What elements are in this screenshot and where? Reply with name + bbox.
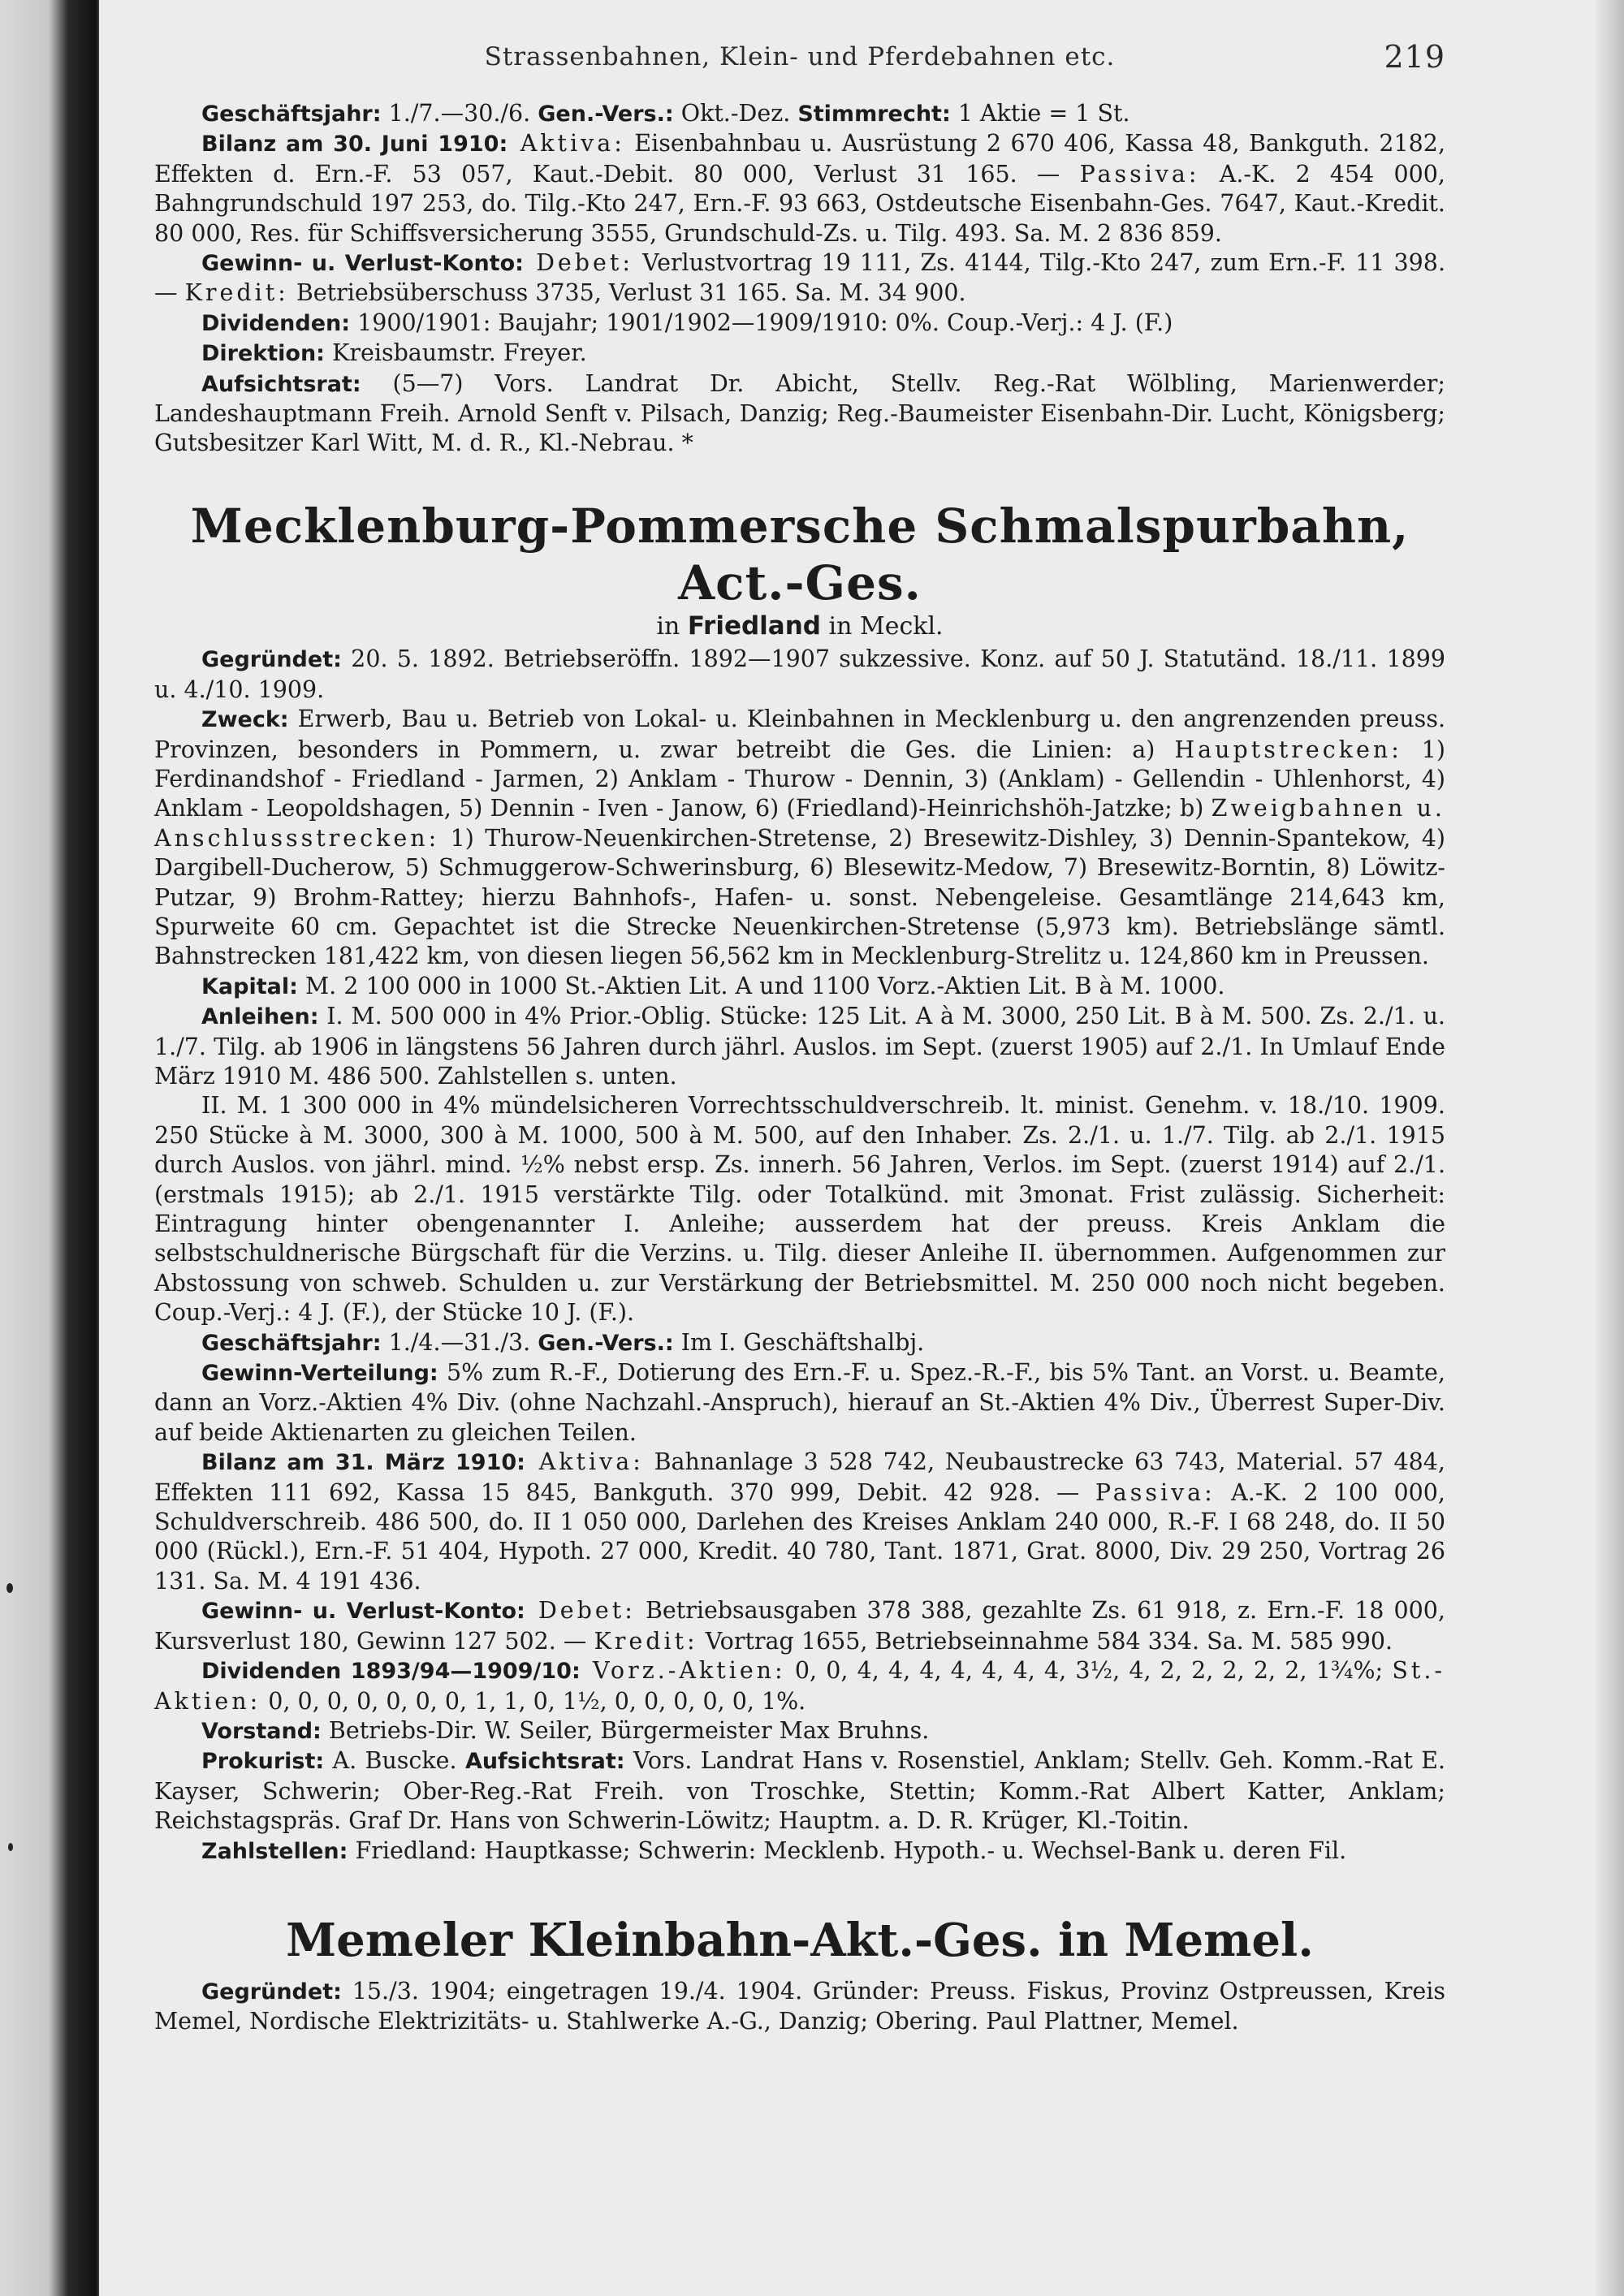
c1-anleihen-2: II. M. 1 300 000 in 4% mündelsicheren Vorrechtsschuldverschreib. lt. minist. Genehm. v. 18./10. 1909. 250 Stücke à M. 3000, 300 à M. 1000, 500 à M. 500, auf den Inhaber. Zs. 2./1. u. 1./7. Tilg. ab 2./1. 1915 durch Auslos. von jährl. mind. ½% nebst ersp. Zs. innerh. 56 Jahren, Verlos. im Sept. (zuerst 1914) auf 2./1. (erstmals 1915); ab 2./1. 1915 verstärkte Tilg. oder Totalkünd. mit 3monat. Frist zulässig. Sicherheit: Eintragung hinter obengenannter I. Anleihe; ausserdem hat der preuss. Kreis Anklam die selbstschuldnerische Bürgschaft für die Verzins. u. Tilg. dieser Anleihe II. übernommen. Aufgenommen zur Abstossung von schweb. Schulden u. zur Verstärkung der Betriebsmittel. M. 250 000 noch nicht begeben. Coup.-Verj.: 4 J. (F.), der Stücke 10 J. (F.). [154,1092,1445,1327]
scan-speck [8,1843,13,1851]
company1-city: Friedland [687,611,821,641]
book-binding-shadow [0,0,99,2296]
page-number: 219 [1384,39,1445,75]
scan-speck [6,1583,13,1593]
c1-prokurist-aufsichtsrat: Prokurist: A. Buscke. Aufsichtsrat: Vors. Landrat Hans v. Rosenstiel, Anklam; Stellv. Geh. Komm.-Rat E. Kayser, Schwerin; Ober-Reg.-Rat Freih. von Troschke, Stettin; Komm.-Rat Albert Katter, Anklam; Reichstagspräs. Graf Dr. Hans von Schwerin-Löwitz; Hauptm. a. D. R. Krüger, Kl.-Toitin. [154,1747,1445,1835]
c1-zahlstellen: Zahlstellen: Friedland: Hauptkasse; Schwerin: Mecklenb. Hypoth.- u. Wechsel-Bank u. deren Fil. [201,1836,1347,1864]
prev-geschaeftsjahr: Geschäftsjahr: 1./7.—30./6. Gen.-Vers.: Okt.-Dez. Stimmrecht: 1 Aktie = 1 St. [201,100,1130,127]
running-head [154,39,1445,99]
c1-dividenden: Dividenden 1893/94—1909/10: Vorz.-Aktien: 0, 0, 4, 4, 4, 4, 4, 4, 4, 3½, 4, 2, 2, 2, 2, 2, 1¾%; St.-Aktien: 0, 0, 0, 0, 0, 0, 0, 1, 1, 0, 1½, 0, 0, 0, 0, 0, 1%. [154,1657,1446,1715]
c1-geschaeftsjahr: Geschäftsjahr: 1./4.—31./3. Gen.-Vers.: Im I. Geschäftshalbj. [201,1328,925,1356]
prev-dividenden: Dividenden: 1900/1901: Baujahr; 1901/1902—1909/1910: 0%. Coup.-Verj.: 4 J. (F.) [201,309,1173,336]
c1-anleihen-1: Anleihen: I. M. 500 000 in 4% Prior.-Oblig. Stücke: 125 Lit. A à M. 3000, 250 Lit. B à M. 500. Zs. 2./1. u. 1./7. Tilg. ab 1906 in längstens 56 Jahren durch jährl. Auslos. im Sept. (zuerst 1905) auf 2./1. In Umlauf Ende März 1910 M. 486 500. Zahlstellen s. unten. [154,1003,1445,1090]
prev-aufsichtsrat: Aufsichtsrat: (5—7) Vors. Landrat Dr. Abicht, Stellv. Reg.-Rat Wölbling, Marienwerder; Landeshauptmann Freih. Arnold Senft v. Pilsach, Danzig; Reg.-Baumeister Eisenbahn-Dir. Lucht, Königsberg; Gutsbesitzer Karl Witt, M. d. R., Kl.-Nebrau. * [154,369,1445,457]
company1-subtitle: in Friedland in Meckl. [656,611,944,641]
page-edge-right [1596,0,1624,2296]
c1-kapital: Kapital: M. 2 100 000 in 1000 St.-Aktien Lit. A und 1100 Vorz.-Aktien Lit. B à M. 1000. [201,972,1225,999]
c1-zweck: Zweck: Erwerb, Bau u. Betrieb von Lokal- u. Kleinbahnen in Mecklenburg u. den angrenzenden preuss. Provinzen, besonders in Pommern, u. zwar betreibt die Ges. die Linien: a) Hauptstrecken: 1) Ferdinandshof - Friedland - Jarmen, 2) Anklam - Thurow - Dennin, 3) (Anklam) - Gellendin - Uhlenhorst, 4) Anklam - Leopoldshagen, 5) Dennin - Iven - Janow, 6) (Friedland)-Heinrichshöh-Jatzke; b) Zweigbahnen u. Anschlussstrecken: 1) Thurow-Neuenkirchen-Stretense, 2) Bresewitz-Dishley, 3) Dennin-Spantekow, 4) Dargibell-Ducherow, 5) Schmuggerow-Schwerinsburg, 6) Blesewitz-Medow, 7) Bresewitz-Borntin, 8) Löwitz-Putzar, 9) Brohm-Rattey; hierzu Bahnhofs-, Hafen- u. sonst. Nebengeleise. Gesamtlänge 214,643 km, Spurweite 60 cm. Gepachtet ist die Strecke Neuenkirchen-Stretense (5,973 km). Betriebslänge sämtl. Bahnstrecken 181,422 km, von diesen liegen 56,562 km in Mecklenburg-Strelitz u. 124,860 km in Preussen. [154,706,1445,970]
c2-gegruendet: Gegründet: 15./3. 1904; eingetragen 19./4. 1904. Gründer: Preuss. Fiskus, Provinz Ostpreussen, Kreis Memel, Nordische Elektrizitäts- u. Stahlwerke A.-G., Danzig; Obering. Paul Plattner, Memel. [154,1977,1445,2035]
company2-title: Memeler Kleinbahn-Akt.-Ges. in Memel. [286,1913,1314,1967]
prev-direktion: Direktion: Kreisbaumstr. Freyer. [201,339,587,367]
c1-gewinn-verteilung: Gewinn-Verteilung: 5% zum R.-F., Dotierung des Ern.-F. u. Spez.-R.-F., bis 5% Tant. an Vorst. u. Beamte, dann an Vorz.-Aktien 4% Div. (ohne Nachzahl.-Anspruch), hierauf an St.-Aktien 4% Div., Überrest Super-Div. auf beide Aktienarten zu gleichen Teilen. [154,1359,1445,1446]
running-title: Strassenbahnen, Klein- und Pferdebahnen etc. [484,42,1116,71]
c1-vorstand: Vorstand: Betriebs-Dir. W. Seiler, Bürgermeister Max Bruhns. [201,1716,930,1744]
prev-bilanz: Bilanz am 30. Juni 1910: Aktiva: Eisenbahnbau u. Ausrüstung 2 670 406, Kassa 48, Bankguth. 2182, Effekten d. Ern.-F. 53 057, Kaut.-Debit. 80 000, Verlust 31 165. — Passiva: A.-K. 2 454 000, Bahngrundschuld 197 253, do. Tilg.-Kto 247, Ern.-F. 93 663, Ostdeutsche Eisenbahn-Ges. 7647, Kaut.-Kredit. 80 000, Res. für Schiffsversicherung 3555, Grundschuld-Zs. u. Tilg. 493. Sa. M. 2 836 859. [154,130,1446,247]
prev-guv: Gewinn- u. Verlust-Konto: Debet: Verlustvortrag 19 111, Zs. 4144, Tilg.-Kto 247, zum Ern.-F. 11 398. — Kredit: Betriebsüberschuss 3735, Verlust 31 165. Sa. M. 34 900. [154,249,1445,307]
page-content [154,39,1446,2037]
c1-guv: Gewinn- u. Verlust-Konto: Debet: Betriebsausgaben 378 388, gezahlte Zs. 61 918, z. Ern.-F. 18 000, Kursverlust 180, Gewinn 127 502. — Kredit: Vortrag 1655, Betriebseinnahme 584 334. Sa. M. 585 990. [154,1597,1445,1655]
c1-gegruendet: Gegründet: 20. 5. 1892. Betriebseröffn. 1892—1907 sukzessive. Konz. auf 50 J. Statutänd. 18./11. 1899 u. 4./10. 1909. [154,645,1445,703]
c1-bilanz: Bilanz am 31. März 1910: Aktiva: Bahnanlage 3 528 742, Neubaustrecke 63 743, Material. 57 484, Effekten 111 692, Kassa 15 845, Bankguth. 370 999, Debit. 42 928. — Passiva: A.-K. 2 100 000, Schuldverschreib. 486 500, do. II 1 050 000, Darlehen des Kreises Anklam 240 000, R.-F. I 68 248, do. II 50 000 (Rückl.), Ern.-F. 51 404, Hypoth. 27 000, Kredit. 40 780, Tant. 1871, Grat. 8000, Div. 29 250, Vortrag 26 131. Sa. M. 4 191 436. [154,1448,1445,1595]
company1-title: Mecklenburg-Pommersche Schmalspurbahn, Act.-Ges. [190,498,1410,611]
